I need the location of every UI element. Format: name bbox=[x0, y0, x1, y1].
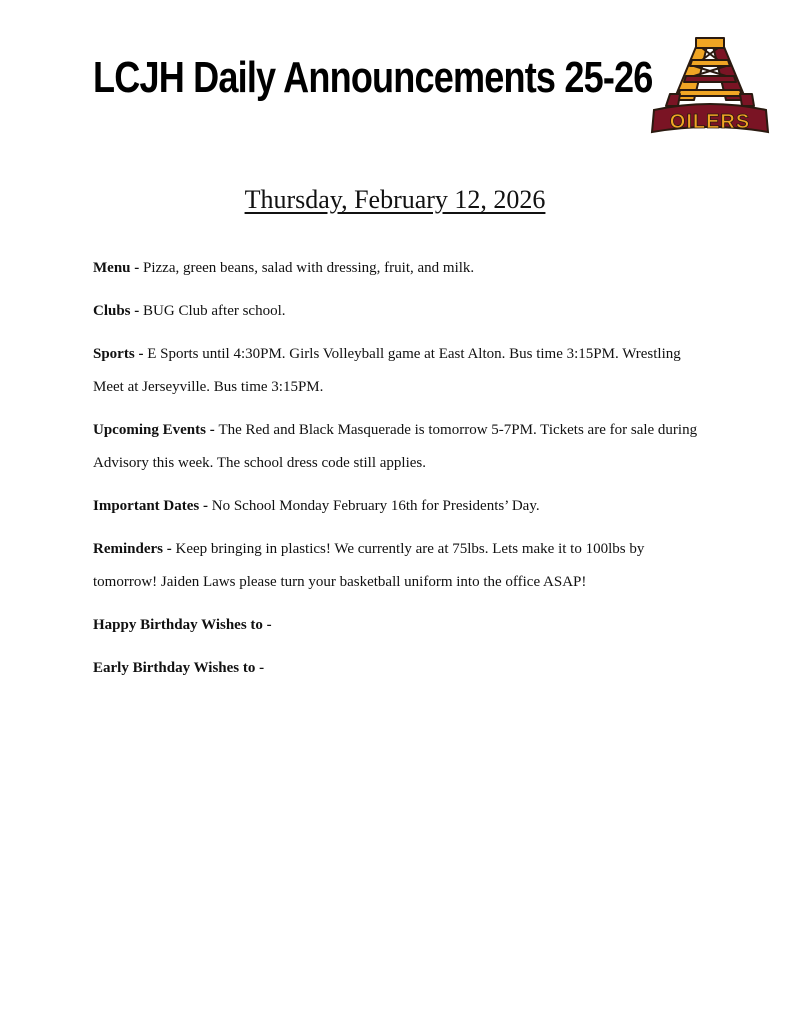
sports-section: Sports - E Sports until 4:30PM. Girls Volleyball game at East Alton. Bus time 3:15PM. Wrestling Meet at Jerseyville. Bus time 3:15PM. bbox=[93, 346, 681, 395]
section-label: Early Birthday Wishes to bbox=[93, 660, 256, 676]
early-birthday-section: Early Birthday Wishes to - bbox=[93, 660, 265, 676]
section-label: Upcoming Events bbox=[93, 422, 206, 438]
section-text: The Red and Black Masquerade is tomorrow 5-7PM. Tickets are for sale during Advisory this week. The school dress code still applies. bbox=[93, 422, 698, 471]
clubs-section: Clubs - BUG Club after school. bbox=[93, 303, 286, 319]
section-label: Important Dates bbox=[93, 498, 200, 514]
upcoming-events-section: Upcoming Events - The Red and Black Masquerade is tomorrow 5-7PM. Tickets are for sale during Advisory this week. The school dress code still applies. bbox=[93, 422, 698, 471]
important-dates-section: Important Dates - No School Monday February 16th for Presidents’ Day. bbox=[93, 498, 540, 514]
reminders-section: Reminders - Keep bringing in plastics! We currently are at 75lbs. Lets make it to 100lbs by tomorrow! Jaiden Laws please turn your basketball uniform into the office ASAP! bbox=[93, 541, 645, 590]
section-label: Reminders bbox=[93, 541, 163, 557]
menu-section: Menu - Pizza, green beans, salad with dressing, fruit, and milk. bbox=[93, 260, 475, 276]
oilers-logo bbox=[648, 36, 772, 142]
page-title: LCJH Daily Announcements 25-26 bbox=[93, 53, 653, 102]
section-label: Happy Birthday Wishes to bbox=[93, 617, 263, 633]
section-text: Keep bringing in plastics! We currently are at 75lbs. Lets make it to 100lbs by tomorrow! Jaiden Laws please turn your basketball uniform into the office ASAP! bbox=[93, 541, 645, 590]
section-text: Pizza, green beans, salad with dressing, fruit, and milk. bbox=[143, 260, 475, 276]
section-text: E Sports until 4:30PM. Girls Volleyball game at East Alton. Bus time 3:15PM. Wrestling Meet at Jerseyville. Bus time 3:15PM. bbox=[93, 346, 681, 395]
oilers-wordmark bbox=[652, 104, 768, 133]
section-label: Menu bbox=[93, 260, 131, 276]
section-text: No School Monday February 16th for Presidents’ Day. bbox=[211, 498, 540, 514]
section-label: Clubs bbox=[93, 303, 131, 319]
announcements-list bbox=[93, 252, 698, 695]
happy-birthday-section: Happy Birthday Wishes to - bbox=[93, 617, 272, 633]
logo-text: OILERS bbox=[669, 111, 751, 133]
section-label: Sports bbox=[93, 346, 135, 362]
derrick-icon bbox=[666, 38, 754, 106]
section-text: BUG Club after school. bbox=[143, 303, 286, 319]
announcement-date: Thursday, February 12, 2026 bbox=[244, 185, 546, 214]
